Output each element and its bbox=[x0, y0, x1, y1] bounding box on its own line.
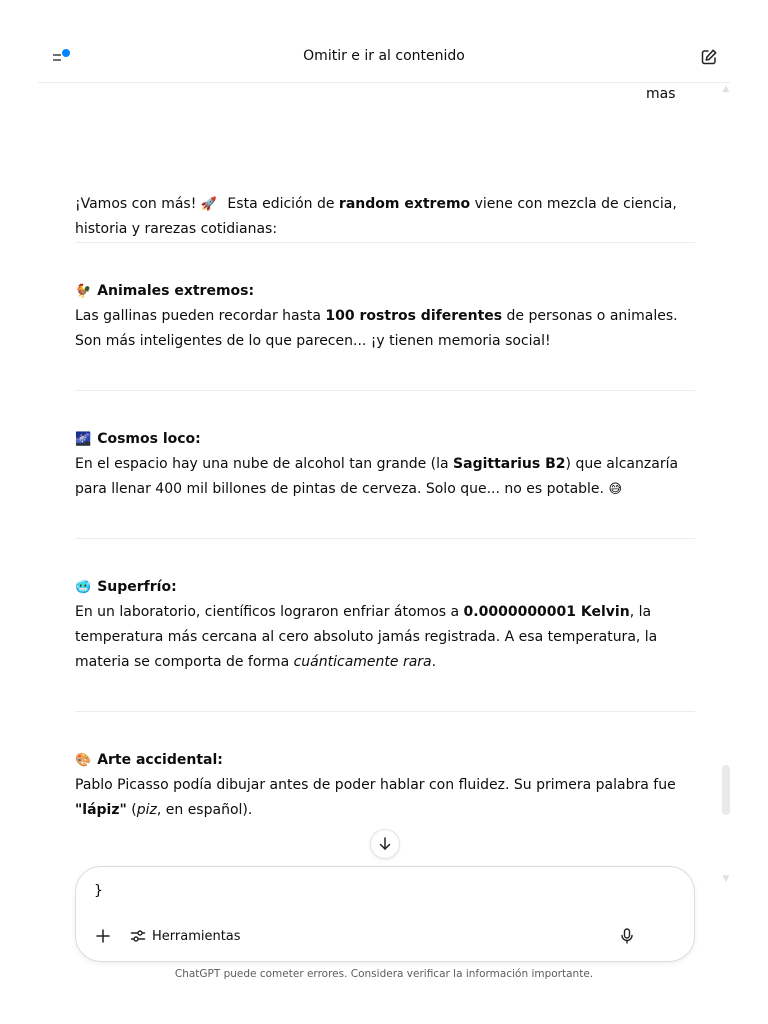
galaxy-icon: 🌌 bbox=[75, 432, 92, 447]
top-bar bbox=[38, 32, 730, 83]
section-superfrio bbox=[75, 539, 695, 711]
rooster-icon: 🐓 bbox=[75, 284, 92, 299]
rocket-icon: 🚀 bbox=[200, 197, 217, 212]
scroll-down-arrow-icon[interactable]: ▼ bbox=[722, 874, 730, 884]
disclaimer-text: ChatGPT puede cometer errores. Considera verificar la información importante. bbox=[174, 968, 594, 980]
section-heading: 🌌 Cosmos loco: bbox=[75, 431, 201, 447]
prompt-input[interactable]: } bbox=[94, 883, 103, 899]
section-body: Pablo Picasso podía dibujar antes de poder hablar con fluidez. Su primera palabra fue "lápiz" (piz, en español). bbox=[75, 777, 676, 818]
intro-paragraph: ¡Vamos con más! 🚀 Esta edición de random extremo viene con mezcla de ciencia, historia y rarezas cotidianas: bbox=[75, 196, 677, 237]
section-body: En el espacio hay una nube de alcohol tan grande (la Sagittarius B2) que alcanzaría para llenar 400 mil billones de pintas de cerveza. Solo que... no es potable. 😅 bbox=[75, 456, 679, 497]
section-heading: 🐓 Animales extremos: bbox=[75, 283, 255, 299]
cold-face-icon: 🥶 bbox=[75, 580, 92, 595]
section-body: Las gallinas pueden recordar hasta 100 rostros diferentes de personas o animales. Son más inteligentes de lo que parecen... ¡y tienen memoria social! bbox=[75, 308, 678, 349]
sliders-icon bbox=[130, 928, 146, 944]
tools-label: Herramientas bbox=[152, 928, 241, 944]
user-message-fragment: mas bbox=[646, 86, 676, 102]
message-composer bbox=[75, 866, 695, 962]
assistant-message bbox=[75, 192, 695, 859]
tools-button[interactable] bbox=[130, 927, 241, 945]
scroll-up-arrow-icon[interactable]: ▲ bbox=[722, 84, 730, 94]
section-cosmos bbox=[75, 391, 695, 538]
palette-icon: 🎨 bbox=[75, 753, 92, 768]
section-body: En un laboratorio, científicos lograron enfriar átomos a 0.0000000001 Kelvin, la temperatura más cercana al cero absoluto jamás registrada. A esa temperatura, la materia se comporta de forma cuánticamente rara. bbox=[75, 604, 658, 670]
scrollbar-thumb[interactable] bbox=[722, 765, 730, 815]
new-chat-icon[interactable] bbox=[700, 48, 718, 66]
section-heading: 🥶 Superfrío: bbox=[75, 579, 177, 595]
section-heading: 🎨 Arte accidental: bbox=[75, 752, 223, 768]
microphone-icon[interactable] bbox=[618, 927, 636, 945]
section-animales bbox=[75, 243, 695, 390]
sweat-smile-icon: 😅 bbox=[608, 482, 622, 497]
skip-to-content-link[interactable]: Omitir e ir al contenido bbox=[303, 48, 465, 64]
arrow-down-icon bbox=[377, 836, 393, 852]
scroll-to-bottom-button[interactable] bbox=[370, 829, 400, 859]
plus-icon[interactable] bbox=[94, 927, 112, 945]
